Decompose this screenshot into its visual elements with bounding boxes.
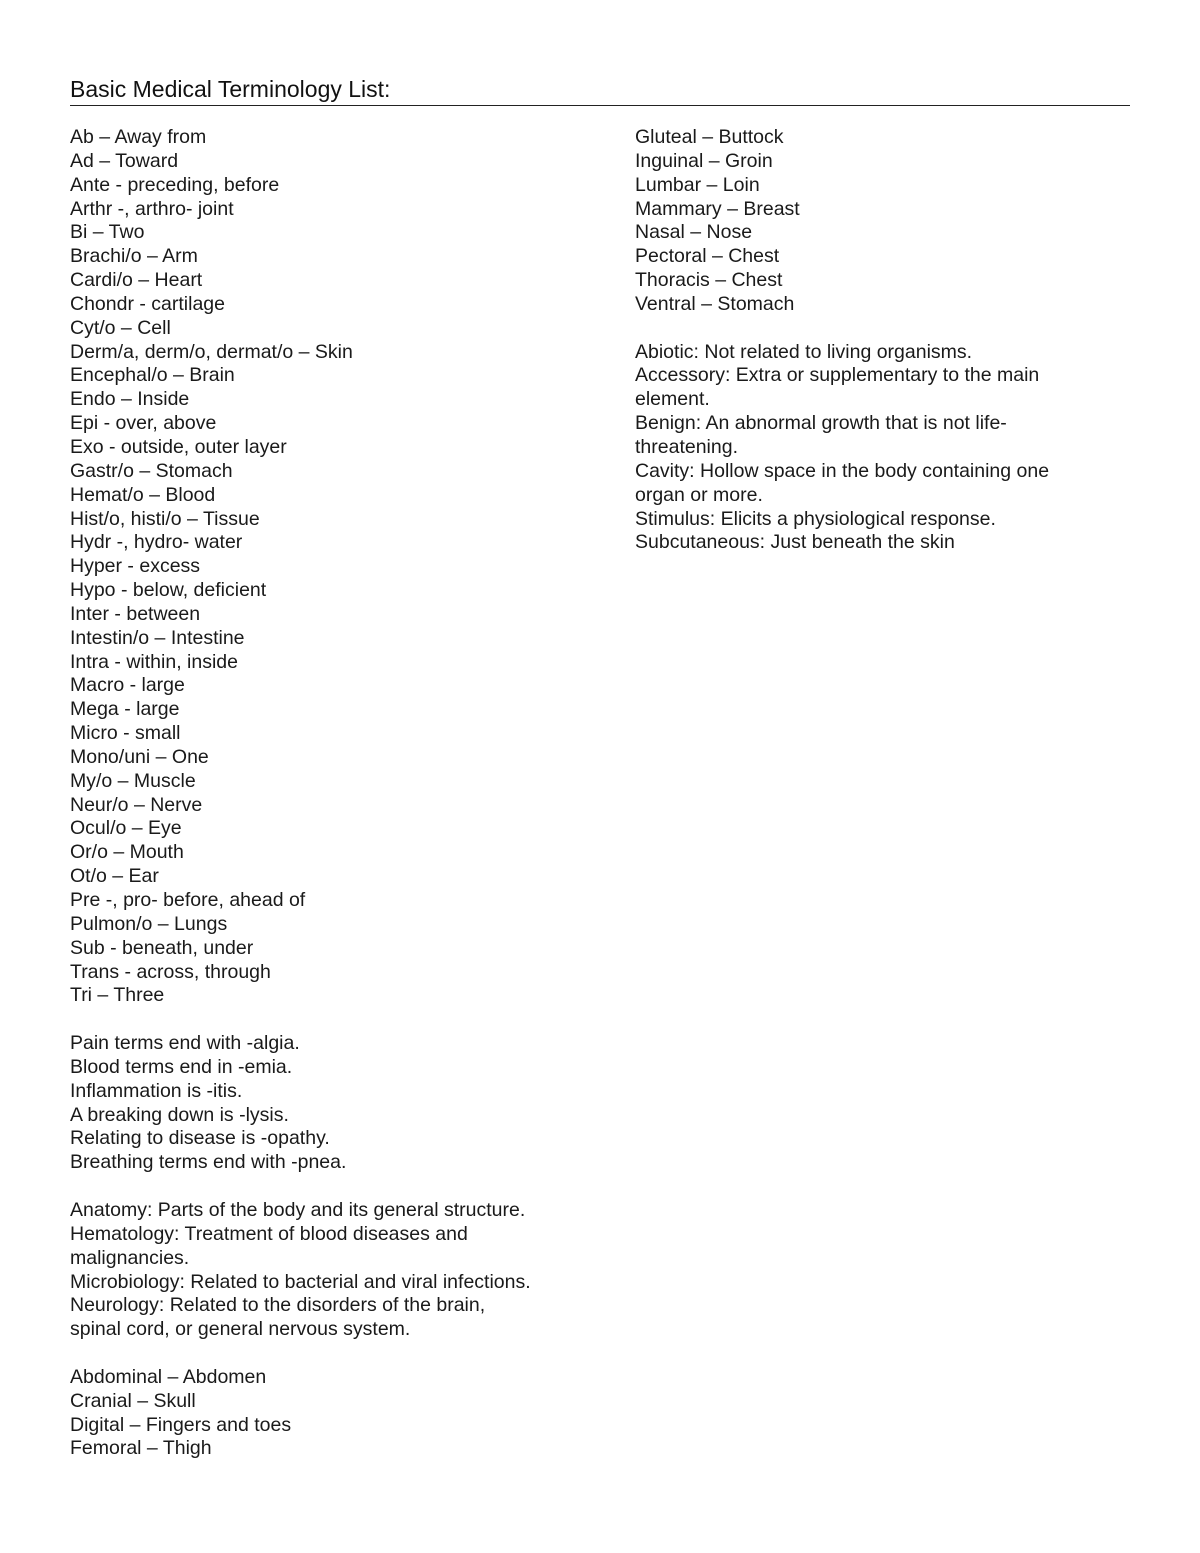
- suffix-rule: Breathing terms end with -pnea.: [70, 1151, 347, 1174]
- body-region-term: Digital – Fingers and toes: [70, 1413, 292, 1436]
- prefix-term: Hemat/o – Blood: [70, 483, 216, 506]
- prefix-term: Neur/o – Nerve: [70, 793, 203, 816]
- body-region-term: Gluteal – Buttock: [635, 126, 784, 148]
- body-region-list-right: [635, 126, 1115, 317]
- suffix-rule: A breaking down is -lysis.: [70, 1103, 289, 1126]
- definition-line: Subcutaneous: Just beneath the skin: [635, 531, 955, 554]
- specialty-definition-line: Neurology: Related to the disorders of the brain,: [70, 1294, 486, 1317]
- prefix-term: Hyper - excess: [70, 555, 201, 578]
- prefix-term: Hist/o, histi/o – Tissue: [70, 507, 260, 530]
- prefix-term: Brachi/o – Arm: [70, 245, 198, 268]
- suffix-rule: Relating to disease is -opathy.: [70, 1127, 330, 1150]
- prefix-term: Ad – Toward: [70, 149, 179, 172]
- prefix-term: Chondr - cartilage: [70, 292, 225, 315]
- body-region-list-left: [70, 1366, 590, 1461]
- definition-line: Cavity: Hollow space in the body containing one: [635, 459, 1050, 482]
- prefix-term: Pulmon/o – Lungs: [70, 912, 228, 935]
- prefix-term: Arthr -, arthro- joint: [70, 197, 234, 220]
- definition-list: [635, 341, 1115, 556]
- prefix-term: Cyt/o – Cell: [70, 316, 171, 339]
- prefix-term: Macro - large: [70, 674, 185, 697]
- title-divider: [70, 105, 1130, 106]
- prefix-term: Ante - preceding, before: [70, 173, 280, 196]
- prefix-term: Inter - between: [70, 602, 201, 625]
- prefix-term: Intra - within, inside: [70, 650, 238, 673]
- body-region-term: Lumbar – Loin: [635, 173, 760, 196]
- definition-line: Abiotic: Not related to living organisms.: [635, 340, 973, 363]
- definition-line: element.: [635, 388, 710, 411]
- body-region-term: Inguinal – Groin: [635, 149, 773, 172]
- suffix-rule: Inflammation is -itis.: [70, 1079, 243, 1102]
- prefix-term: Hypo - below, deficient: [70, 579, 267, 602]
- suffix-list: [70, 1032, 590, 1175]
- specialty-definition-line: malignancies.: [70, 1246, 190, 1269]
- prefix-term: My/o – Muscle: [70, 769, 196, 792]
- definition-line: threatening.: [635, 435, 738, 458]
- prefix-term: Encephal/o – Brain: [70, 364, 235, 387]
- prefix-term: Mega - large: [70, 698, 180, 721]
- left-column: [70, 126, 590, 1485]
- suffix-rule: Blood terms end in -emia.: [70, 1055, 293, 1078]
- prefix-term: Hydr -, hydro- water: [70, 531, 243, 554]
- prefix-term: Ab – Away from: [70, 126, 207, 148]
- definition-line: organ or more.: [635, 483, 763, 506]
- prefix-term: Cardi/o – Heart: [70, 269, 203, 292]
- prefix-term: Derm/a, derm/o, dermat/o – Skin: [70, 340, 353, 363]
- prefix-term: Ocul/o – Eye: [70, 817, 182, 840]
- specialty-definition-line: Microbiology: Related to bacterial and viral infections.: [70, 1270, 531, 1293]
- body-region-term: Pectoral – Chest: [635, 245, 780, 268]
- specialty-list: [70, 1199, 590, 1342]
- prefix-term: Or/o – Mouth: [70, 841, 184, 864]
- definition-line: Stimulus: Elicits a physiological response.: [635, 507, 996, 530]
- prefix-term: Bi – Two: [70, 221, 145, 244]
- prefix-term: Ot/o – Ear: [70, 865, 159, 888]
- right-column: [635, 126, 1115, 579]
- definition-line: Accessory: Extra or supplementary to the main: [635, 364, 1040, 387]
- body-region-term: Nasal – Nose: [635, 221, 753, 244]
- body-region-term: Ventral – Stomach: [635, 292, 795, 315]
- body-region-term: Femoral – Thigh: [70, 1437, 212, 1460]
- prefix-list: [70, 126, 590, 1008]
- body-region-term: Mammary – Breast: [635, 197, 800, 220]
- body-region-term: Thoracis – Chest: [635, 269, 783, 292]
- specialty-definition-line: spinal cord, or general nervous system.: [70, 1318, 411, 1341]
- prefix-term: Endo – Inside: [70, 388, 190, 411]
- prefix-term: Exo - outside, outer layer: [70, 435, 287, 458]
- body-region-term: Abdominal – Abdomen: [70, 1365, 267, 1388]
- prefix-term: Gastr/o – Stomach: [70, 459, 233, 482]
- suffix-rule: Pain terms end with -algia.: [70, 1032, 300, 1055]
- page-title: Basic Medical Terminology List:: [70, 76, 391, 102]
- prefix-term: Sub - beneath, under: [70, 936, 254, 959]
- body-region-term: Cranial – Skull: [70, 1389, 196, 1412]
- prefix-term: Mono/uni – One: [70, 745, 209, 768]
- prefix-term: Trans - across, through: [70, 960, 271, 983]
- prefix-term: Epi - over, above: [70, 412, 217, 435]
- prefix-term: Pre -, pro- before, ahead of: [70, 889, 306, 911]
- specialty-definition-line: Hematology: Treatment of blood diseases and: [70, 1222, 468, 1245]
- prefix-term: Micro - small: [70, 722, 181, 745]
- prefix-term: Intestin/o – Intestine: [70, 626, 245, 649]
- prefix-term: Tri – Three: [70, 984, 165, 1007]
- specialty-definition-line: Anatomy: Parts of the body and its general structure.: [70, 1198, 526, 1221]
- definition-line: Benign: An abnormal growth that is not life-: [635, 412, 1007, 435]
